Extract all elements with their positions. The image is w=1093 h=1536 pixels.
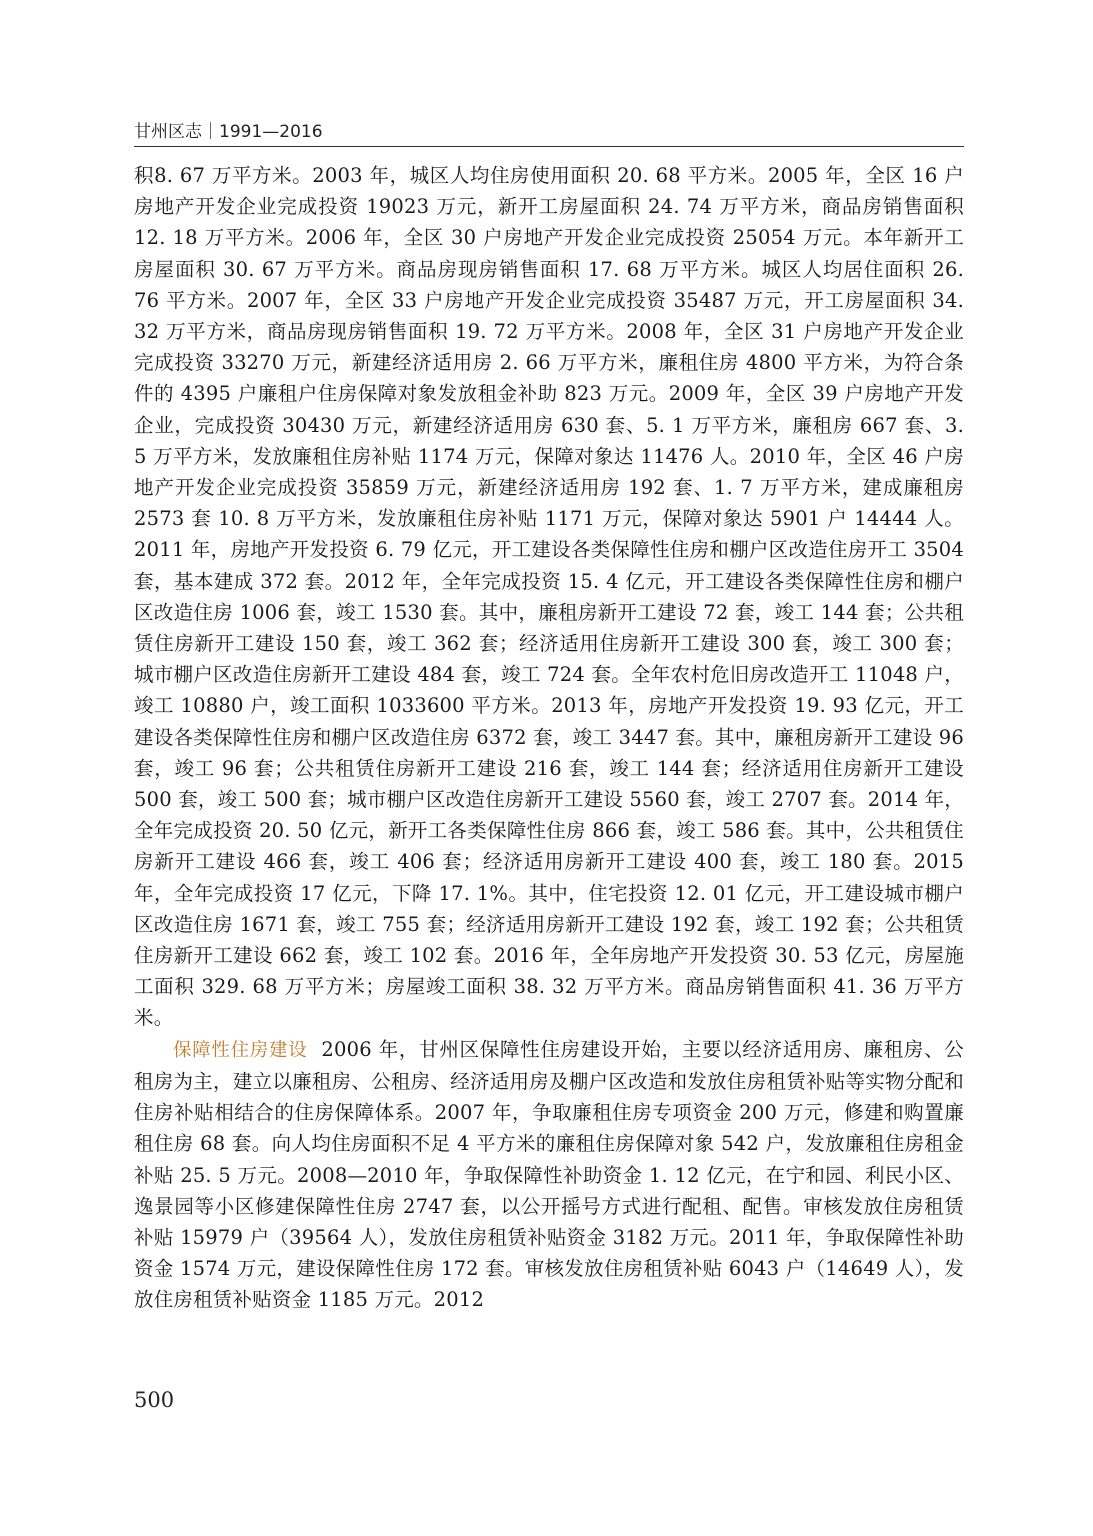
running-header: 甘州区志｜1991—2016 xyxy=(134,122,323,142)
page-number: 500 xyxy=(134,1388,175,1412)
paragraph-affordable-housing xyxy=(134,1034,964,1316)
paragraph-text: 2006 年，甘州区保障性住房建设开始，主要以经济适用房、廉租房、公租房为主，建立以廉租房、公租房、经济适用房及棚户区改造和发放住房租赁补贴等实物分配和住房补贴相结合的住房保障体系。2007 年，争取廉租住房专项资金 200 万元，修建和购置廉租住房 68 套。向人均住房面积不足 4 平方米的廉租住房保障对象 542 户，发放廉租住房租金补贴 25. 5 万元。2008—2010 年，争取保障性补助资金 1. 12 亿元，在宁和园、利民小区、逸景园等小区修建保障性住房 2747 套，以公开摇号方式进行配租、配售。审核发放住房租赁补贴 15979 户（39564 人），发放住房租赁补贴资金 3182 万元。2011 年，争取保障性补助资金 1574 万元，建设保障性住房 172 套。审核发放住房租赁补贴 6043 户（14649 人），发放住房租赁补贴资金 1185 万元。2012 xyxy=(134,1037,965,1312)
header-divider xyxy=(134,146,964,147)
main-text xyxy=(134,160,964,1316)
section-heading: 保障性住房建设 xyxy=(173,1039,308,1061)
paragraph-housing-development: 积8. 67 万平方米。2003 年，城区人均住房使用面积 20. 68 平方米。2005 年，全区 16 户房地产开发企业完成投资 19023 万元，新开工房屋面积 24. 74 万平方米，商品房销售面积 12. 18 万平方米。2006 年，全区 30 户房地产开发企业完成投资 25054 万元。本年新开工房屋面积 30. 67 万平方米。商品房现房销售面积 17. 68 万平方米。城区人均居住面积 26. 76 平方米。2007 年，全区 33 户房地产开发企业完成投资 35487 万元，开工房屋面积 34. 32 万平方米，商品房现房销售面积 19. 72 万平方米。2008 年，全区 31 户房地产开发企业完成投资 33270 万元，新建经济适用房 2. 66 万平方米，廉租住房 4800 平方米，为符合条件的 4395 户廉租户住房保障对象发放租金补助 823 万元。2009 年，全区 39 户房地产开发企业，完成投资 30430 万元，新建经济适用房 630 套、5. 1 万平方米，廉租房 667 套、3. 5 万平方米，发放廉租住房补贴 1174 万元，保障对象达 11476 人。2010 年，全区 46 户房地产开发企业完成投资 35859 万元，新建经济适用房 192 套、1. 7 万平方米，建成廉租房 2573 套 10. 8 万平方米，发放廉租住房补贴 1171 万元，保障对象达 5901 户 14444 人。2011 年，房地产开发投资 6. 79 亿元，开工建设各类保障性住房和棚户区改造住房开工 3504 套，基本建成 372 套。2012 年，全年完成投资 15. 4 亿元，开工建设各类保障性住房和棚户区改造住房 1006 套，竣工 1530 套。其中，廉租房新开工建设 72 套，竣工 144 套；公共租赁住房新开工建设 150 套，竣工 362 套；经济适用住房新开工建设 300 套，竣工 300 套；城市棚户区改造住房新开工建设 484 套，竣工 724 套。全年农村危旧房改造开工 11048 户，竣工 10880 户，竣工面积 1033600 平方米。2013 年，房地产开发投资 19. 93 亿元，开工建设各类保障性住房和棚户区改造住房 6372 套，竣工 3447 套。其中，廉租房新开工建设 96 套，竣工 96 套；公共租赁住房新开工建设 216 套，竣工 144 套；经济适用住房新开工建设 500 套，竣工 500 套；城市棚户区改造住房新开工建设 5560 套，竣工 2707 套。2014 年，全年完成投资 20. 50 亿元，新开工各类保障性住房 866 套，竣工 586 套。其中，公共租赁住房新开工建设 466 套，竣工 406 套；经济适用房新开工建设 400 套，竣工 180 套。2015 年，全年完成投资 17 亿元，下降 17. 1%。其中，住宅投资 12. 01 亿元，开工建设城市棚户区改造住房 1671 套，竣工 755 套；经济适用房新开工建设 192 套，竣工 192 套；公共租赁住房新开工建设 662 套，竣工 102 套。2016 年，全年房地产开发投资 30. 53 亿元，房屋施工面积 329. 68 万平方米；房屋竣工面积 38. 32 万平方米。商品房销售面积 41. 36 万平方米。 xyxy=(134,164,964,1030)
